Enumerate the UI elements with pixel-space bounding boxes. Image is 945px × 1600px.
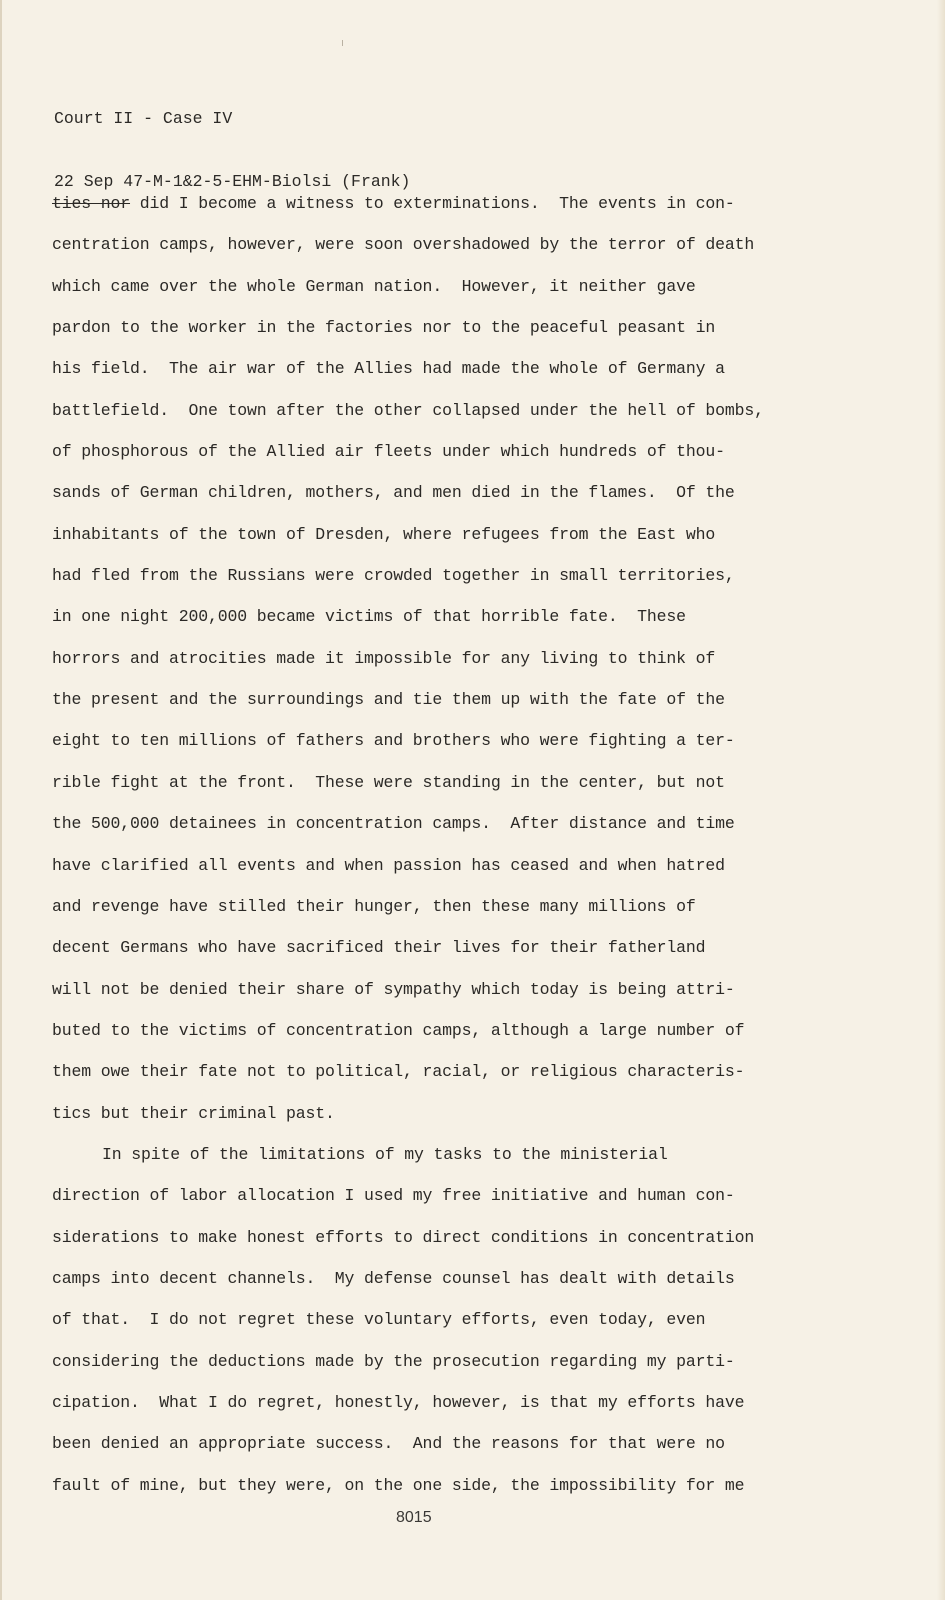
text-line-19: decent Germans who have sacrificed their lives for their fatherland (52, 938, 706, 958)
text-line-26: siderations to make honest efforts to direct conditions in concentration (52, 1227, 755, 1247)
text-line-21: buted to the victims of concentration camps, although a large number of (52, 1020, 745, 1040)
text-line-4: pardon to the worker in the factories nor to the peaceful peasant in (52, 318, 716, 338)
paragraph-2-first-line: In spite of the limitations of my tasks to the ministerial (102, 1144, 668, 1164)
text-line-6: battlefield. One town after the other collapsed under the hell of bombs, (52, 400, 764, 420)
text-line-16: the 500,000 detainees in concentration camps. After distance and time (52, 814, 735, 834)
paper-speck (342, 40, 343, 46)
text-line-29: considering the deductions made by the prosecution regarding my parti- (52, 1351, 735, 1371)
text-line-32: fault of mine, but they were, on the one side, the impossibility for me (52, 1475, 745, 1495)
text-line-30: cipation. What I do regret, honestly, however, is that my efforts have (52, 1392, 745, 1412)
text-line-20: will not be denied their share of sympathy which today is being attri- (52, 979, 735, 999)
page-number: 8015 (396, 1509, 432, 1526)
text-line-17: have clarified all events and when passion has ceased and when hatred (52, 855, 725, 875)
header-reference-line: 22 Sep 47-M-1&2-5-EHM-Biolsi (Frank) (54, 172, 411, 191)
text-line-12: horrors and atrocities made it impossible for any living to think of (52, 648, 716, 668)
text-line-22: them owe their fate not to political, racial, or religious characteris- (52, 1062, 745, 1082)
page-edge-shadow (937, 0, 945, 1600)
text-line-10: had fled from the Russians were crowded together in small territories, (52, 566, 735, 586)
header-case-line: Court II - Case IV (54, 109, 233, 128)
text-line-7: of phosphorous of the Allied air fleets under which hundreds of thou- (52, 442, 725, 462)
text-line-1 (52, 183, 872, 224)
text-line-2: centration camps, however, were soon overshadowed by the terror of death (52, 235, 755, 255)
text-line-15: rible fight at the front. These were standing in the center, but not (52, 772, 725, 792)
text-line-13: the present and the surroundings and tie them up with the fate of the (52, 690, 725, 710)
text-line-18: and revenge have stilled their hunger, then these many millions of (52, 896, 696, 916)
text-line-28: of that. I do not regret these voluntary efforts, even today, even (52, 1310, 706, 1330)
text-line-3: which came over the whole German nation. However, it neither gave (52, 276, 696, 296)
text-line-27: camps into decent channels. My defense counsel has dealt with details (52, 1268, 735, 1288)
text-line-8: sands of German children, mothers, and men died in the flames. Of the (52, 483, 735, 503)
text-line-25: direction of labor allocation I used my free initiative and human con- (52, 1186, 735, 1206)
struck-text: ties nor (52, 194, 131, 213)
line-text: did I become a witness to exterminations. The events in con- (130, 194, 735, 213)
text-line-11: in one night 200,000 became victims of that horrible fate. These (52, 607, 686, 627)
text-line-23: tics but their criminal past. (52, 1103, 335, 1123)
text-line-5: his field. The air war of the Allies had made the whole of Germany a (52, 359, 725, 379)
text-line-14: eight to ten millions of fathers and brothers who were fighting a ter- (52, 731, 735, 751)
transcript-body (52, 183, 872, 1506)
text-line-31: been denied an appropriate success. And the reasons for that were no (52, 1434, 725, 1454)
text-line-9: inhabitants of the town of Dresden, where refugees from the East who (52, 524, 716, 544)
